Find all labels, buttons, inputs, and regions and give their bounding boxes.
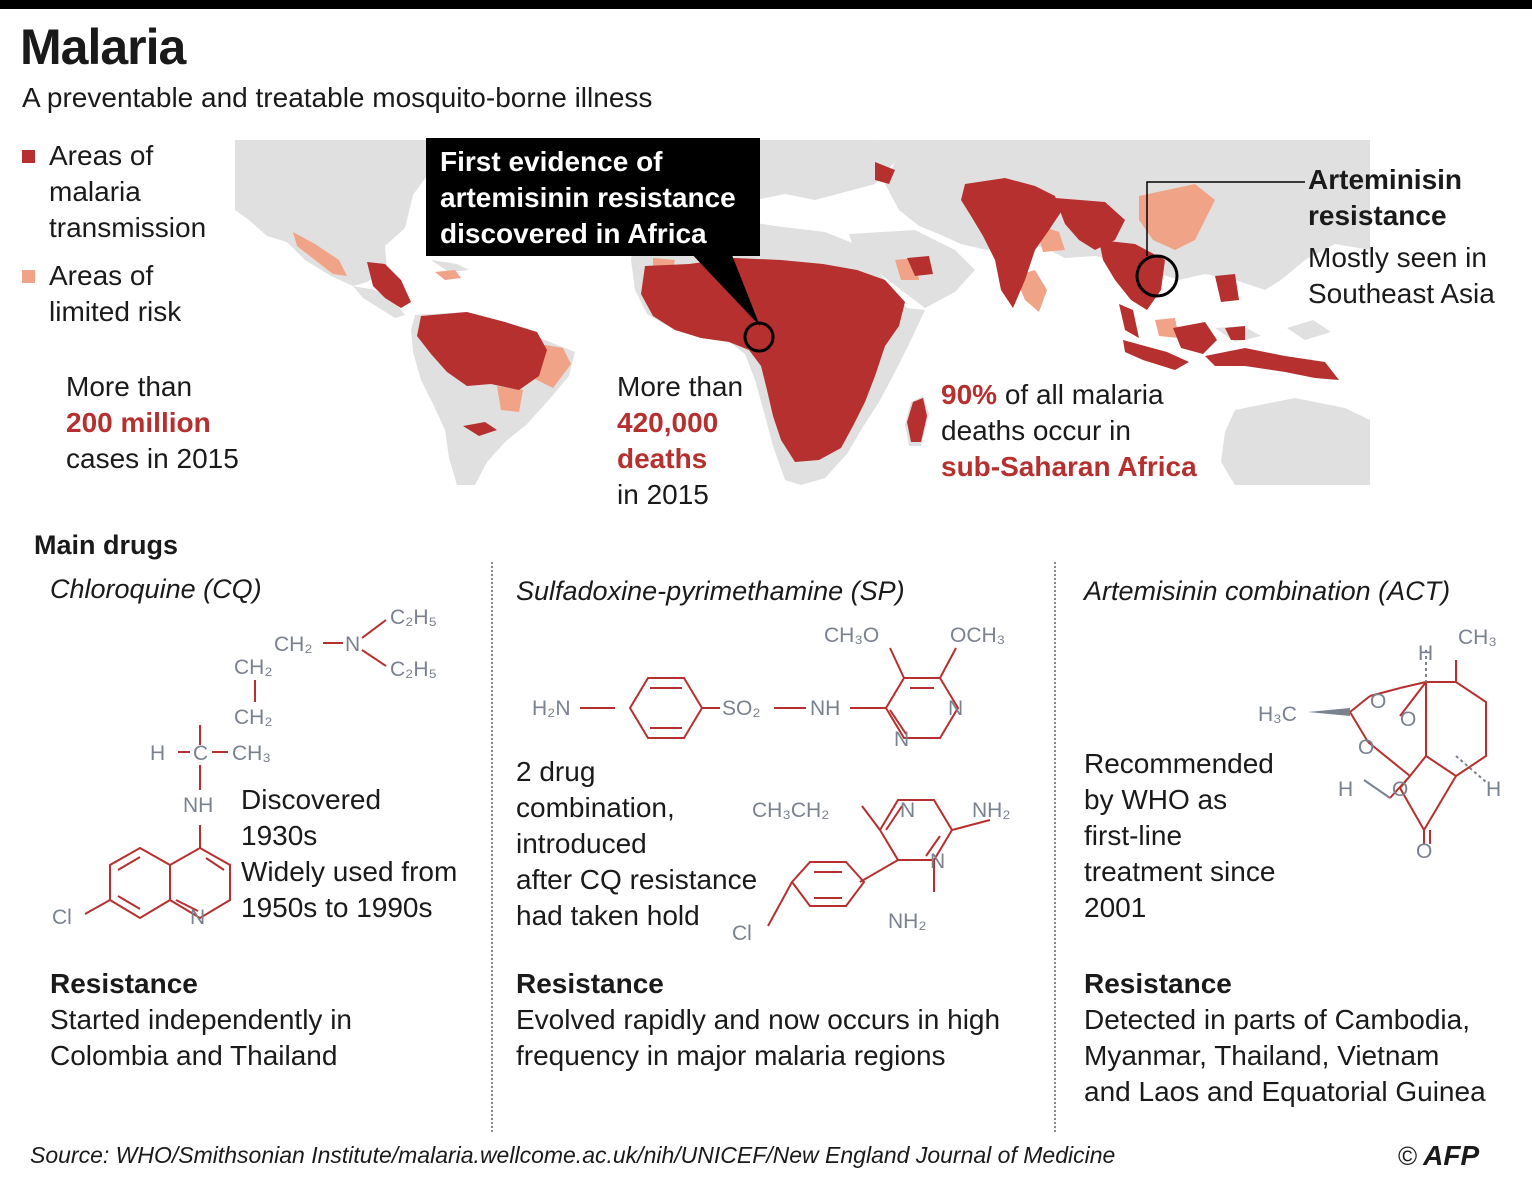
stat-cases-post: cases in 2015	[66, 443, 239, 474]
column-divider-2	[1054, 562, 1056, 1132]
cq-desc-3: Widely used from	[241, 856, 458, 887]
act-h1: H	[1418, 642, 1434, 665]
legend-swatch-transmission	[22, 150, 35, 163]
stat-africa-text1: of all malaria	[1004, 379, 1164, 410]
act-desc-5: 2001	[1084, 892, 1147, 923]
stat-africa-region: sub-Saharan Africa	[941, 451, 1197, 482]
asia-note-text-1: Mostly seen in	[1308, 242, 1487, 273]
act-desc-4: treatment since	[1084, 856, 1276, 887]
cq-ring-n: N	[190, 906, 206, 929]
drugs-heading: Main drugs	[34, 530, 179, 560]
afp-credit	[1398, 1140, 1479, 1172]
sp-cl: Cl	[732, 922, 752, 945]
drug-sp-name: Sulfadoxine-pyrimethamine (SP)	[516, 576, 905, 606]
cq-n: N	[345, 633, 361, 656]
stat-deaths	[617, 369, 743, 513]
sp-ch3o: CH₃O	[824, 624, 880, 647]
sp-n4: N	[930, 850, 946, 873]
act-h2: H	[1338, 778, 1354, 801]
africa-resistance-callout	[426, 138, 760, 256]
column-divider-1	[491, 562, 493, 1132]
world-map	[235, 140, 1370, 485]
sp-nh2-a: NH₂	[972, 799, 1011, 822]
legend-transmission-line-3: transmission	[49, 212, 207, 243]
afp-logo: AFP	[1423, 1140, 1480, 1171]
stat-africa-text2: deaths occur in	[941, 415, 1131, 446]
stat-cases	[66, 369, 239, 477]
cq-ch3: CH₃	[232, 742, 271, 765]
act-resistance-1: Detected in parts of Cambodia,	[1084, 1004, 1470, 1035]
sp-desc-3: introduced	[516, 828, 647, 859]
sp-h2n: H₂N	[532, 697, 571, 720]
act-o4: O	[1392, 778, 1409, 801]
act-o2: O	[1400, 708, 1417, 731]
act-desc-1: Recommended	[1084, 748, 1274, 779]
cq-h: H	[150, 742, 166, 765]
top-bar	[0, 0, 1532, 9]
sp-so2: SO₂	[722, 697, 761, 720]
page-title: Malaria	[20, 19, 186, 75]
act-o3: O	[1358, 736, 1375, 759]
sp-n3: N	[900, 799, 916, 822]
copyright-symbol: ©	[1398, 1140, 1418, 1171]
act-h3: H	[1486, 778, 1502, 801]
legend-limited-line-2: limited risk	[49, 296, 182, 327]
drug-act-name: Artemisinin combination (ACT)	[1084, 576, 1451, 606]
cq-c2h5-b: C₂H₅	[390, 658, 437, 681]
act-o1: O	[1370, 690, 1387, 713]
asia-resistance-note	[1308, 162, 1495, 312]
callout-pointer	[680, 250, 780, 340]
asia-note-text-2: Southeast Asia	[1308, 278, 1495, 309]
legend-swatch-limited	[22, 270, 35, 283]
stat-deaths-label: deaths	[617, 443, 708, 474]
stat-cases-value: 200 million	[66, 407, 211, 438]
sp-och3: OCH₃	[950, 624, 1006, 647]
cq-c2h5-a: C₂H₅	[390, 606, 437, 629]
act-resistance-label: Resistance	[1084, 968, 1232, 999]
sp-desc-5: had taken hold	[516, 900, 700, 931]
drug-act-resistance	[1084, 966, 1486, 1110]
cq-c: C	[193, 742, 209, 765]
stat-cases-pre: More than	[66, 371, 193, 402]
drug-cq-resistance	[50, 966, 352, 1074]
cq-ch2-n: CH₂	[274, 633, 313, 656]
cq-cl: Cl	[52, 906, 72, 929]
drug-sp-resistance	[516, 966, 1000, 1074]
sp-ch3ch2: CH₃CH₂	[752, 799, 830, 822]
cq-nh: NH	[183, 794, 214, 817]
callout-line-2: artemisinin resistance	[440, 182, 736, 213]
asia-note-title-1: Arteminisin	[1308, 164, 1463, 195]
sp-n2: N	[894, 728, 910, 751]
callout-line-1: First evidence of	[440, 146, 663, 177]
act-resistance-2: Myanmar, Thailand, Vietnam	[1084, 1040, 1440, 1071]
act-desc-3: first-line	[1084, 820, 1183, 851]
cq-desc-4: 1950s to 1990s	[241, 892, 433, 923]
callout-line-3: discovered in Africa	[440, 218, 707, 249]
act-h3c: H₃C	[1258, 703, 1297, 726]
act-ch3: CH₃	[1458, 626, 1497, 649]
cq-ch2-a: CH₂	[234, 656, 273, 679]
cq-desc-1: Discovered	[241, 784, 382, 815]
act-resistance-3: and Laos and Equatorial Guinea	[1084, 1076, 1486, 1107]
act-desc-2: by WHO as	[1084, 784, 1228, 815]
page-subtitle: A preventable and treatable mosquito-borne illness	[22, 82, 653, 113]
legend-limited-risk	[22, 258, 181, 330]
stat-deaths-value: 420,000	[617, 407, 719, 438]
drug-act-desc	[1084, 746, 1275, 926]
stat-africa-pct: 90%	[941, 379, 998, 410]
cq-desc-2: 1930s	[241, 820, 318, 851]
drug-cq-desc	[241, 782, 457, 926]
sp-resistance-2: frequency in major malaria regions	[516, 1040, 946, 1071]
stat-africa	[941, 377, 1197, 485]
cq-resistance-2: Colombia and Thailand	[50, 1040, 338, 1071]
sp-resistance-1: Evolved rapidly and now occurs in high	[516, 1004, 1001, 1035]
cq-resistance-label: Resistance	[50, 968, 198, 999]
legend-transmission	[22, 138, 206, 246]
asia-note-title-2: resistance	[1308, 200, 1447, 231]
act-o5: O	[1416, 840, 1433, 863]
sp-desc-1: 2 drug	[516, 756, 596, 787]
act-structure	[1250, 620, 1510, 870]
sp-desc-4: after CQ resistance	[516, 864, 758, 895]
source-note: Source: WHO/Smithsonian Institute/malaria.wellcome.ac.uk/nih/UNICEF/New England Journal of Medicine	[30, 1142, 1116, 1168]
legend-limited-line-1: Areas of	[49, 260, 154, 291]
stat-deaths-post: in 2015	[617, 479, 709, 510]
drug-sp-desc	[516, 754, 757, 934]
drug-cq-name: Chloroquine (CQ)	[50, 574, 262, 604]
cq-resistance-1: Started independently in	[50, 1004, 352, 1035]
stat-deaths-pre: More than	[617, 371, 744, 402]
legend-transmission-line-2: malaria	[49, 176, 141, 207]
sp-resistance-label: Resistance	[516, 968, 664, 999]
sp-nh2-b: NH₂	[888, 910, 927, 933]
sp-nh: NH	[810, 697, 841, 720]
cq-ch2-b: CH₂	[234, 706, 273, 729]
sp-desc-2: combination,	[516, 792, 675, 823]
legend-transmission-line-1: Areas of	[49, 140, 154, 171]
sp-n1: N	[948, 697, 964, 720]
